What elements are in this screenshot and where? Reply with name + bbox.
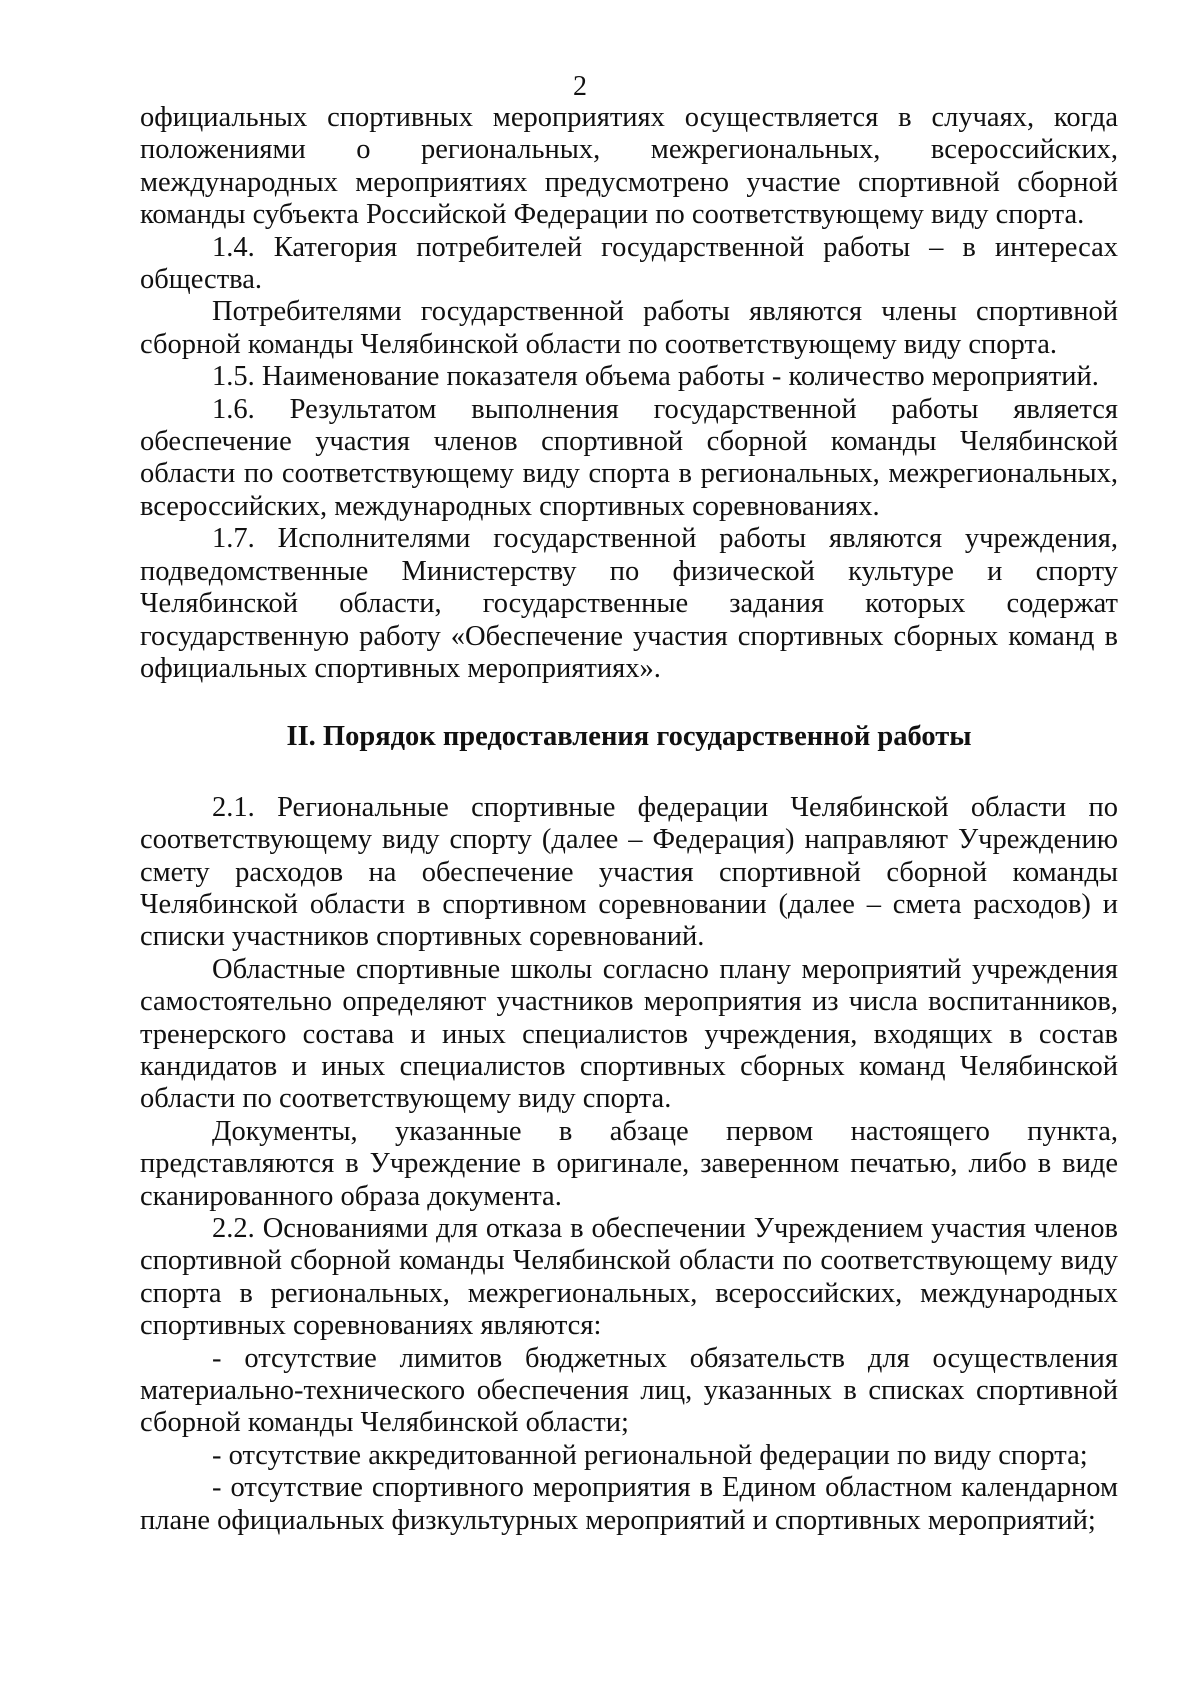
paragraph-sport-schools: Областные спортивные школы согласно плану мероприятий учреждения самостоятельно определяют участников мероприятия из числа воспитанников, тренерского состава и иных специалистов учреждения, входящих в состав кандидатов и иных специалистов спортивных сборных команд Челябинской области по соответствующему виду спорта. xyxy=(140,953,1118,1115)
list-item-budget-limits: - отсутствие лимитов бюджетных обязательств для осуществления материально-технического обеспечения лиц, указанных в списках спортивной сборной команды Челябинской области; xyxy=(140,1342,1118,1439)
paragraph-2-1: 2.1. Региональные спортивные федерации Челябинской области по соответствующему виду спорту (далее – Федерация) направляют Учреждению смету расходов на обеспечение участия спортивной сборной команды Челябинской области в спортивном соревновании (далее – смета расходов) и списки участников спортивных соревнований. xyxy=(140,791,1118,953)
paragraph-consumers: Потребителями государственной работы являются члены спортивной сборной команды Челябинской области по соответствующему виду спорта. xyxy=(140,296,1118,360)
paragraph-1-4: 1.4. Категория потребителей государственной работы – в интересах общества. xyxy=(140,231,1118,296)
paragraph-1-7: 1.7. Исполнителями государственной работы являются учреждения, подведомственные Министерству по физической культуре и спорту Челябинской области, государственные задания которых содержат государственную работу «Обеспечение участия спортивных сборных команд в официальных спортивных мероприятиях». xyxy=(140,523,1118,684)
paragraph-1-6: 1.6. Результатом выполнения государственной работы является обеспечение участия членов спортивной сборной команды Челябинской области по соответствующему виду спорта в региональных, межрегиональных, всероссийских, международных спортивных соревнованиях. xyxy=(140,393,1118,522)
paragraph-2-2: 2.2. Основаниями для отказа в обеспечении Учреждением участия членов спортивной сборной команды Челябинской области по соответствующему виду спорта в региональных, межрегиональных, всероссийских, международных спортивных соревнованиях являются: xyxy=(140,1213,1118,1342)
document-body xyxy=(140,102,1118,1537)
page-number: 2 xyxy=(573,71,587,102)
paragraph-1-5: 1.5. Наименование показателя объема работы - количество мероприятий. xyxy=(212,361,1099,393)
paragraph-documents: Документы, указанные в абзаце первом настоящего пункта, представляются в Учреждение в оригинале, заверенном печатью, либо в виде сканированного образа документа. xyxy=(140,1115,1118,1212)
list-item-calendar-plan: - отсутствие спортивного мероприятия в Едином областном календарном плане официальных физкультурных мероприятий и спортивных мероприятий; xyxy=(140,1472,1118,1536)
list-item-federation: - отсутствие аккредитованной региональной федерации по виду спорта; xyxy=(212,1439,1088,1471)
paragraph-continuation: официальных спортивных мероприятиях осуществляется в случаях, когда положениями о региональных, межрегиональных, всероссийских, международных мероприятиях предусмотрено участие спортивной сборной команды субъекта Российской Федерации по соответствующему виду спорта. xyxy=(140,102,1118,231)
section-heading: II. Порядок предоставления государственной работы xyxy=(286,721,972,753)
